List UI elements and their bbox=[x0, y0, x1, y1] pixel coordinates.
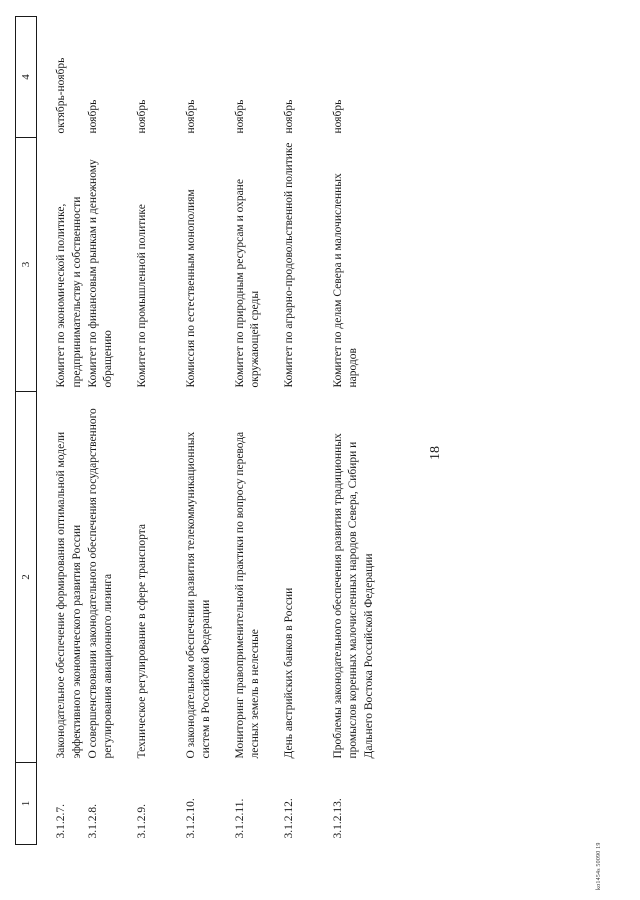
row-term: октябрь-ноябрь bbox=[55, 57, 67, 134]
table-row bbox=[37, 17, 86, 845]
row-committee: Комиссия по естественным монополиям bbox=[184, 189, 197, 388]
row-committee: Комитет по экономической политике, предпринимательству и собственности bbox=[55, 196, 83, 388]
table-row bbox=[135, 17, 184, 845]
row-term: ноябрь bbox=[86, 99, 99, 134]
row-committee: Комитет по финансовым рынкам и денежному обращению bbox=[86, 159, 115, 388]
row-term: ноябрь bbox=[135, 99, 148, 134]
row-topic: Законодательное обеспечение формирования оптимальной модели эффективного экономического развития России bbox=[55, 431, 83, 759]
header-row bbox=[16, 17, 37, 845]
row-committee: Комитет по промышленной политике bbox=[135, 204, 148, 388]
footer-code: ko1454s 50090 19 bbox=[596, 842, 602, 890]
row-number: 3.1.2.11. bbox=[233, 798, 246, 839]
row-topic: О законодательном обеспечении развития телекоммуникационных систем в Российской Федерации bbox=[184, 431, 213, 759]
header-col-4: 4 bbox=[16, 17, 37, 138]
page-number: 18 bbox=[428, 446, 443, 460]
table-row bbox=[233, 17, 282, 845]
row-topic: Техническое регулирование в сфере транспорта bbox=[135, 523, 148, 759]
row-committee: Комитет по природным ресурсам и охране окружающей среды bbox=[233, 179, 262, 388]
row-number: 3.1.2.8. bbox=[86, 804, 99, 839]
row-committee: Комитет по аграрно-продовольственной политике bbox=[282, 142, 295, 388]
table-row bbox=[86, 17, 135, 845]
row-term: ноябрь bbox=[282, 99, 295, 134]
row-topic: День австрийских банков в России bbox=[282, 587, 295, 759]
row-topic: Мониторинг правоприменительной практики по вопросу перевода лесных земель в нелесные bbox=[233, 431, 262, 759]
row-number: 3.1.2.7. bbox=[55, 804, 67, 839]
plan-table bbox=[15, 16, 423, 845]
row-topic: Проблемы законодательного обеспечения развития традиционных промыслов коренных малочисленных народов Севера, Сибири и Дальнего Востока Российской Федерации bbox=[331, 433, 375, 759]
header-col-1: 1 bbox=[16, 763, 37, 845]
row-number: 3.1.2.12. bbox=[282, 798, 295, 839]
row-committee: Комитет по делам Севера и малочисленных народов bbox=[331, 173, 360, 388]
row-term: ноябрь bbox=[184, 99, 197, 134]
table-row bbox=[184, 17, 233, 845]
header-col-2: 2 bbox=[16, 392, 37, 763]
table-row bbox=[282, 17, 331, 845]
row-term: ноябрь bbox=[233, 99, 246, 134]
row-number: 3.1.2.9. bbox=[135, 804, 148, 839]
row-term: ноябрь bbox=[331, 99, 344, 134]
row-topic: О совершенствовании законодательного обеспечения государственного регулирования авиационного лизинга bbox=[86, 408, 115, 759]
row-number: 3.1.2.13. bbox=[331, 798, 344, 839]
table-row bbox=[331, 17, 423, 845]
header-col-3: 3 bbox=[16, 138, 37, 392]
row-number: 3.1.2.10. bbox=[184, 798, 197, 839]
